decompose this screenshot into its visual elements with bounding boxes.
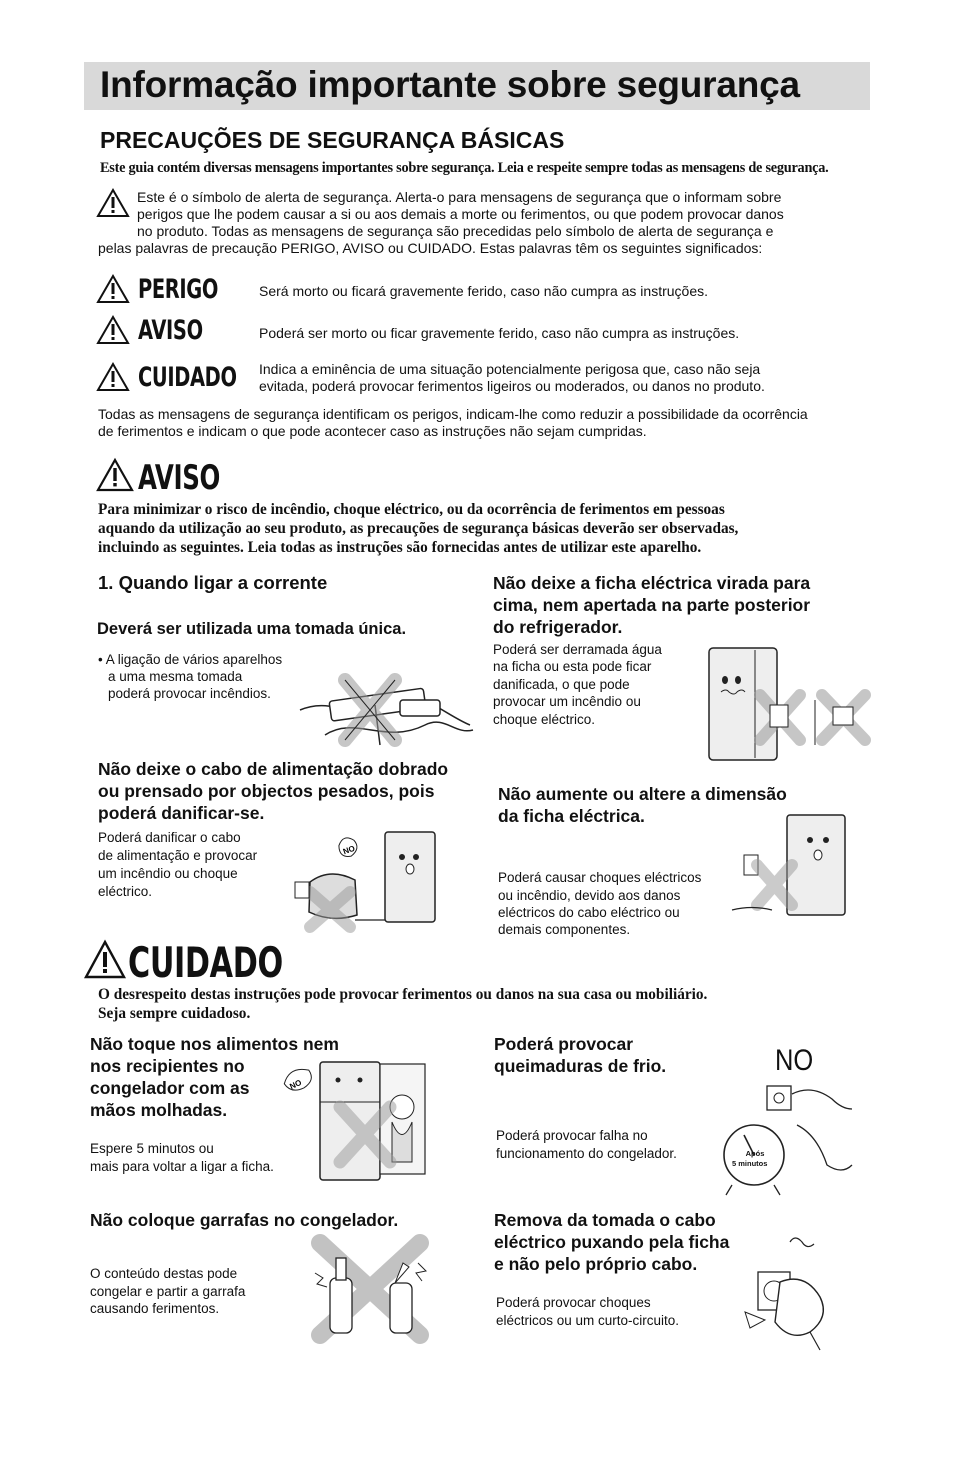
all-messages-text: de ferimentos e indicam o que pode acontecer caso as instruções não sejam cumpridas.	[98, 423, 647, 439]
clock-label	[740, 1150, 770, 1158]
plug-text: Poderá ser derramada água	[493, 642, 662, 657]
frostbite-heading: Poderá provocar	[494, 1034, 634, 1054]
aviso-paragraph: incluindo as seguintes. Leia todas as instruções são fornecidas antes de utilizar este aparelho.	[98, 539, 702, 556]
alert-text-line: perigos que lhe podem causar a si ou aos demais a morte ou ferimentos, ou que podem provocar danos	[137, 206, 784, 222]
cable-heading: ou prensado por objectos pesados, pois	[98, 781, 435, 801]
alert-text-line: Este é o símbolo de alerta de segurança. Alerta-o para mensagens de segurança que o informam sobre	[137, 189, 782, 205]
frostbite-text: funcionamento do congelador.	[496, 1146, 677, 1161]
plug-text: danificada, o que pode	[493, 677, 630, 692]
dimension-text: ou incêndio, devido aos danos	[498, 888, 681, 903]
plug-text: provocar um incêndio ou	[493, 694, 641, 709]
bottles-text: congelar e partir a garrafa	[90, 1284, 246, 1299]
signal-word-perigo: PERIGO	[138, 274, 219, 305]
pull-plug-text: Poderá provocar choques	[496, 1295, 651, 1310]
multi-plug-illustration	[295, 655, 475, 750]
single-socket-heading: Deverá ser utilizada uma tomada única.	[97, 620, 407, 638]
cuidado-paragraph: Seja sempre cuidadoso.	[98, 1005, 251, 1022]
aviso-heading: AVISO	[138, 458, 220, 498]
no-label: NO	[341, 843, 357, 857]
cuidado-heading: CUIDADO	[128, 938, 283, 987]
freezer-girl-illustration	[280, 1052, 440, 1187]
frostbite-heading: queimaduras de frio.	[494, 1056, 667, 1076]
signal-word-cuidado: CUIDADO	[138, 362, 237, 393]
page-title: Informação importante sobre segurança	[100, 64, 800, 105]
wet-hands-text: mais para voltar a ligar a ficha.	[90, 1159, 274, 1174]
pull-plug-heading: Remova da tomada o cabo	[494, 1210, 716, 1230]
bottles-text: causando ferimentos.	[90, 1301, 220, 1316]
plug-text: na ficha ou esta pode ficar	[493, 659, 652, 674]
alert-text-line: no produto. Todas as mensagens de segurança são precedidas pelo símbolo de alerta de segurança e	[137, 223, 774, 239]
pull-plug-text: eléctricos ou um curto-circuito.	[496, 1313, 680, 1328]
safety-alert-icon	[96, 188, 130, 218]
section-when-connecting: 1. Quando ligar a corrente	[98, 572, 328, 593]
single-socket-text: • A ligação de vários aparelhos	[98, 652, 283, 667]
cable-text: Poderá danificar o cabo	[98, 830, 241, 845]
warning-triangle-icon	[96, 362, 130, 392]
plug-heading: do refrigerador.	[493, 617, 623, 637]
dimension-heading: Não aumente ou altere a dimensão	[498, 784, 787, 804]
warning-triangle-icon	[96, 458, 134, 492]
fridge-plug-illustration	[705, 640, 875, 765]
cable-text: de alimentação e provocar	[98, 848, 258, 863]
hand-plug-illustration	[740, 1232, 840, 1352]
plug-heading: cima, nem apertada na parte posterior	[493, 595, 811, 615]
cable-text: eléctrico.	[98, 884, 153, 899]
caution-triangle-icon	[84, 940, 126, 980]
bottles-illustration	[300, 1233, 440, 1345]
frostbite-text: Poderá provocar falha no	[496, 1128, 648, 1143]
wet-hands-heading: mãos molhadas.	[90, 1100, 228, 1120]
clock-label-line: Após	[745, 1149, 765, 1158]
clock-label-line: 5 minutos	[732, 1159, 768, 1168]
wet-hands-heading: congelador com as	[90, 1078, 250, 1098]
fridge-plug-extension-illustration	[732, 800, 862, 920]
no-sign-text: NO	[775, 1044, 814, 1077]
cable-heading: poderá danificar-se.	[98, 803, 265, 823]
bottles-text: O conteúdo destas pode	[90, 1266, 238, 1281]
intro-text: Este guia contém diversas mensagens importantes sobre segurança. Leia e respeite sempre todas as mensagens de segurança.	[100, 160, 829, 176]
basic-precautions-heading: PRECAUÇÕES DE SEGURANÇA BÁSICAS	[100, 127, 565, 153]
cuidado-paragraph: O desrespeito destas instruções pode provocar ferimentos ou danos na sua casa ou mobiliário.	[98, 986, 708, 1003]
aviso-paragraph: Para minimizar o risco de incêndio, choque eléctrico, ou da ocorrência de ferimentos em pessoas	[98, 501, 725, 518]
fridge-chair-illustration	[290, 822, 455, 932]
signal-word-aviso: AVISO	[138, 315, 203, 346]
warning-triangle-icon	[96, 274, 130, 304]
signal-definition: Indica a eminência de uma situação potencialmente perigosa que, caso não seja	[259, 361, 761, 377]
plug-text: choque eléctrico.	[493, 712, 596, 727]
dimension-text: demais componentes.	[498, 922, 631, 937]
cable-text: um incêndio ou choque	[98, 866, 238, 881]
dimension-heading: da ficha eléctrica.	[498, 806, 645, 826]
single-socket-text: poderá provocar incêndios.	[108, 686, 271, 701]
pull-plug-heading: e não pelo próprio cabo.	[494, 1254, 698, 1274]
wet-hands-heading: Não toque nos alimentos nem	[90, 1034, 339, 1054]
no-label: NO	[288, 1077, 304, 1092]
dimension-text: eléctricos do cabo eléctrico ou	[498, 905, 680, 920]
all-messages-text: Todas as mensagens de segurança identificam os perigos, indicam-lhe como reduzir a possibilidade da ocorrência	[98, 406, 808, 422]
wet-hands-heading: nos recipientes no	[90, 1056, 245, 1076]
warning-triangle-icon	[96, 315, 130, 345]
alert-text-line: pelas palavras de precaução PERIGO, AVISO ou CUIDADO. Estas palavras têm os seguintes significados:	[98, 240, 763, 256]
signal-definition: evitada, poderá provocar ferimentos ligeiros ou moderados, ou danos no produto.	[259, 378, 765, 394]
single-socket-text: a uma mesma tomada	[108, 669, 243, 684]
pull-plug-heading: eléctrico puxando pela ficha	[494, 1232, 730, 1252]
cable-heading: Não deixe o cabo de alimentação dobrado	[98, 759, 449, 779]
plug-heading: Não deixe a ficha eléctrica virada para	[493, 573, 811, 593]
clock-plug-illustration	[712, 1080, 857, 1198]
wet-hands-text: Espere 5 minutos ou	[90, 1141, 214, 1156]
bottles-heading: Não coloque garrafas no congelador.	[90, 1210, 399, 1230]
signal-definition: Será morto ou ficará gravemente ferido, caso não cumpra as instruções.	[259, 283, 708, 299]
signal-definition: Poderá ser morto ou ficar gravemente ferido, caso não cumpra as instruções.	[259, 325, 740, 341]
dimension-text: Poderá causar choques eléctricos	[498, 870, 702, 885]
aviso-paragraph: aquando da utilização ao seu produto, as precauções de segurança básicas deverão ser observadas,	[98, 520, 739, 537]
